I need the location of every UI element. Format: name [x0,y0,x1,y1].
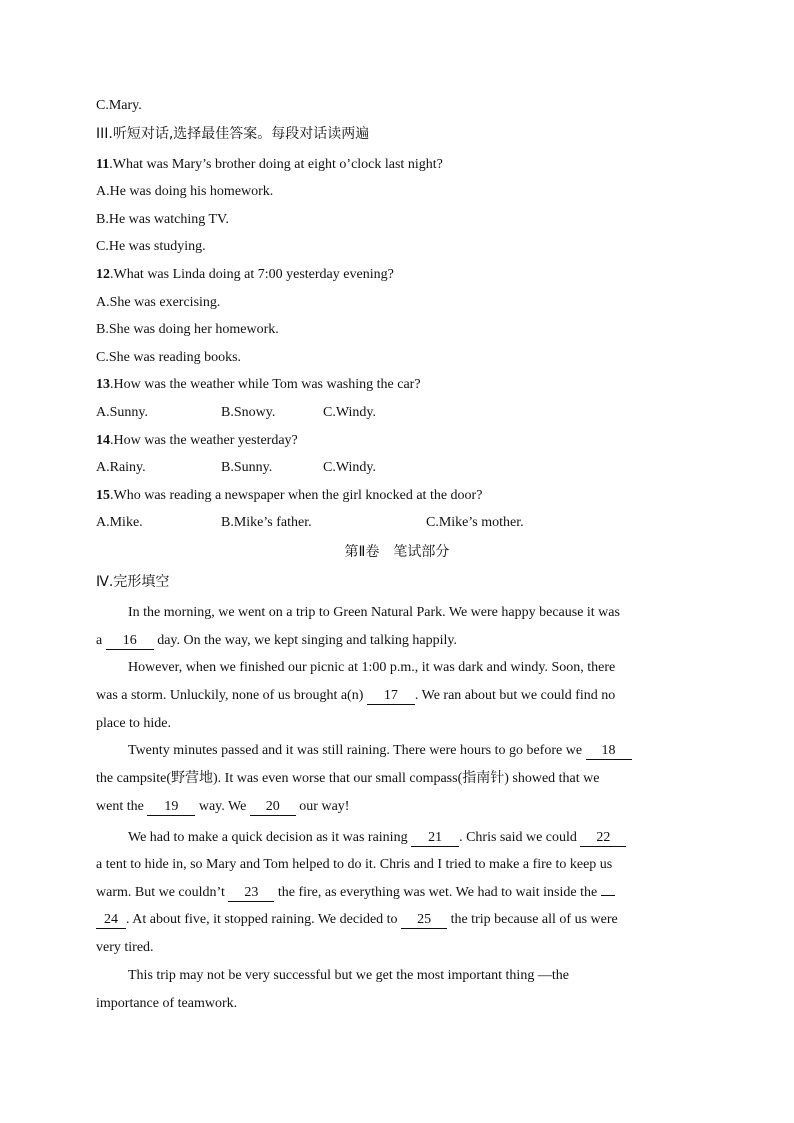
part-2-title: 第Ⅱ卷 笔试部分 [344,544,450,560]
passage-line: This trip may not be very successful but we get the most important thing —the [128,968,569,983]
passage-line: the campsite(野营地). It was even worse that our small compass(指南针) showed that we [96,771,600,786]
blank-17: 17 [367,688,415,705]
option-c-mary: C.Mary. [96,98,142,113]
question-14 [96,431,698,451]
blank-16: 16 [106,633,154,650]
passage-text: day. On the way, we kept singing and talking happily. [157,633,457,648]
passage-text: . Chris said we could [459,830,577,845]
passage-text: We had to make a quick decision as it was raining [128,830,408,845]
passage-text: the fire, as everything was wet. We had to wait inside the [277,885,598,900]
question-13 [96,375,698,395]
q12-option-b: B.She was doing her homework. [96,322,279,337]
question-text: .What was Mary’s brother doing at eight o’clock last night? [109,157,443,172]
passage-text: . At about five, it stopped raining. We decided to [126,912,398,927]
passage-text: was a storm. Unluckily, none of us brought a(n) [96,688,364,703]
passage-text: . We ran about but we could find no [414,688,616,703]
q11-option-b: B.He was watching TV. [96,212,229,227]
question-11 [96,155,698,175]
question-text: .What was Linda doing at 7:00 yesterday evening? [110,267,394,282]
section-4-heading: Ⅳ.完形填空 [96,574,170,590]
passage-text: went the [96,799,144,814]
passage-text: a [96,633,103,648]
passage-line: place to hide. [96,716,172,731]
blank-25: 25 [401,912,447,929]
q14-option-a: A.Rainy. [96,460,146,475]
passage-line: However, when we finished our picnic at 1:00 p.m., it was dark and windy. Soon, there [128,660,616,675]
q13-option-b: B.Snowy. [221,405,276,420]
q13-options [96,403,698,423]
q15-option-b: B.Mike’s father. [221,515,312,530]
passage-line: In the morning, we went on a trip to Green Natural Park. We were happy because it was [128,605,620,620]
q15-option-a: A.Mike. [96,515,143,530]
q12-option-c: C.She was reading books. [96,350,242,365]
passage-text: Twenty minutes passed and it was still raining. There were hours to go before we [128,743,583,758]
blank-18: 18 [586,743,632,760]
passage-line [128,741,698,761]
q12-option-a: A.She was exercising. [96,295,221,310]
question-12 [96,265,698,285]
question-text: .Who was reading a newspaper when the girl knocked at the door? [110,488,483,503]
q14-option-c: C.Windy. [323,460,376,475]
blank-22: 22 [580,830,626,847]
passage-text: the trip because all of us were [450,912,618,927]
blank-24-start [601,895,615,896]
passage-line: importance of teamwork. [96,996,238,1011]
passage-line [96,797,698,817]
q15-option-c: C.Mike’s mother. [426,515,524,530]
question-number: 15 [96,488,110,503]
q14-option-b: B.Sunny. [221,460,273,475]
q11-option-a: A.He was doing his homework. [96,184,274,199]
q15-options [96,513,698,533]
q13-option-c: C.Windy. [323,405,376,420]
question-number: 13 [96,377,110,392]
passage-text: warm. But we couldn’t [96,885,225,900]
blank-24: 24 [96,912,126,929]
passage-line [96,631,698,651]
blank-23: 23 [228,885,274,902]
passage-text: our way! [299,799,350,814]
q14-options [96,458,698,478]
question-text: .How was the weather while Tom was washing the car? [110,377,421,392]
passage-line: a tent to hide in, so Mary and Tom helped to do it. Chris and I tried to make a fire to keep us [96,857,613,872]
blank-21: 21 [411,830,459,847]
question-number: 14 [96,433,110,448]
section-3-heading: III.听短对话,选择最佳答案。每段对话读两遍 [96,126,370,142]
blank-19: 19 [147,799,195,816]
question-15 [96,486,698,506]
question-number: 11 [96,157,110,172]
passage-line [96,883,698,903]
q13-option-a: A.Sunny. [96,405,148,420]
q11-option-c: C.He was studying. [96,239,206,254]
passage-line [96,910,698,930]
passage-line [128,828,698,848]
question-text: .How was the weather yesterday? [110,433,298,448]
passage-text: way. We [198,799,247,814]
passage-line [96,686,698,706]
blank-20: 20 [250,799,296,816]
question-number: 12 [96,267,110,282]
passage-line: very tired. [96,940,154,955]
